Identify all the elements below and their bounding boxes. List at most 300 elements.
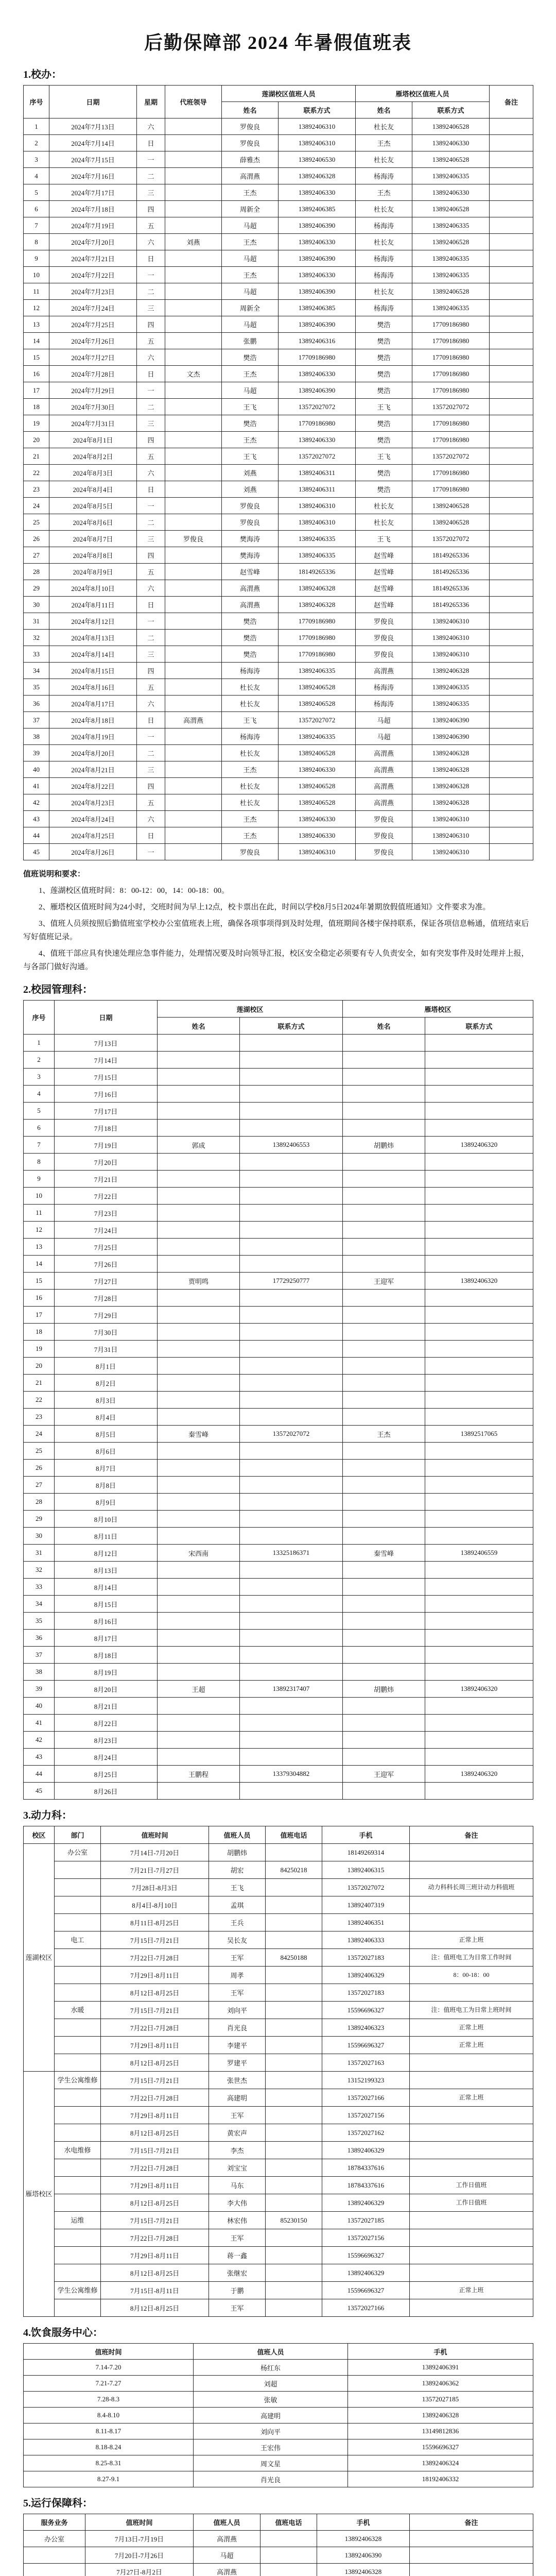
row-name: 刘燕 [222,465,279,481]
row-phone: 13892406391 [348,2360,533,2376]
row-weekday: 三 [137,415,165,432]
row-duty: 周孝 [209,1967,266,1984]
row-weekday: 日 [137,481,165,498]
row-date: 2024年8月8日 [49,547,137,564]
row-no: 31 [24,613,49,630]
row-name [343,1698,425,1715]
row-note [490,794,533,811]
row-phone: 13892406328 [279,597,356,613]
row-name: 高渭燕 [222,597,279,613]
row-date: 2024年8月19日 [49,728,137,745]
table-row [24,1914,533,1931]
row-phone: 13892406329 [322,2194,410,2212]
row-leader [165,597,222,613]
row-weekday: 三 [137,300,165,316]
row-note [490,745,533,761]
row-leader [165,448,222,465]
row-name: 杨海涛 [356,267,412,283]
row-leader [165,283,222,300]
row-name [343,1783,425,1800]
row-no: 7 [24,217,49,234]
row-no: 25 [24,514,49,531]
row-no: 11 [24,1205,55,1222]
row-date: 2024年8月24日 [49,811,137,827]
table-row [24,1375,533,1392]
row-phone: 18192406332 [348,2471,533,2487]
row-no: 45 [24,1783,55,1800]
row-phone [425,1732,533,1749]
row-phone [425,1239,533,1256]
row-weekday: 三 [137,531,165,547]
row-no: 41 [24,778,49,794]
row-phone [240,1256,343,1273]
row-phone [240,1494,343,1511]
row-duty: 高建明 [209,2089,266,2107]
row-name: 罗俊良 [356,827,412,844]
table-row [24,2159,533,2177]
row-weekday: 五 [137,794,165,811]
row-name: 王杰 [222,366,279,382]
row-note [410,1896,533,1914]
row-name [158,1392,240,1409]
row-phone: 13572027072 [412,531,490,547]
row-phone: 13572027072 [322,1879,410,1896]
row-phone: 13892406390 [279,316,356,333]
row-no: 29 [24,1511,55,1528]
table-row [24,2424,533,2439]
row-date: 2024年7月27日 [49,349,137,366]
row-name: 王鹏程 [158,1766,240,1783]
row-note: 正常上班 [410,2089,533,2107]
row-note: 正常上班 [410,1931,533,1949]
row-weekday: 三 [137,184,165,201]
row-name: 马超 [222,382,279,399]
col-phone: 联系方式 [240,1018,343,1035]
row-leader [165,250,222,267]
row-note [490,217,533,234]
row-name [343,1477,425,1494]
row-duty: 王飞 [209,1879,266,1896]
row-phone: 18149265336 [412,580,490,597]
row-phone: 13892406330 [279,234,356,250]
row-name: 樊浩 [222,349,279,366]
row-phone: 13892406390 [279,250,356,267]
table-row [24,1341,533,1358]
table-row [24,1324,533,1341]
row-campus: 雁塔校区 [24,2072,55,2317]
row-phone [425,1086,533,1103]
row-no: 5 [24,184,49,201]
row-no: 18 [24,1324,55,1341]
row-date: 2024年8月13日 [49,630,137,646]
row-phone: 13892406390 [279,283,356,300]
row-note [410,2531,533,2547]
row-name: 杜长友 [222,696,279,712]
row-tel [266,1896,322,1914]
table-row [24,827,533,844]
row-name: 马超 [222,250,279,267]
row-note: 注：值班电工为日常上班时间 [410,2002,533,2019]
row-dept [55,2247,101,2264]
row-weekday: 一 [137,613,165,630]
row-no: 17 [24,1307,55,1324]
row-no: 25 [24,1443,55,1460]
row-phone: 13892406362 [348,2376,533,2392]
row-no: 15 [24,1273,55,1290]
table-row [24,547,533,564]
row-note [410,2247,533,2264]
row-name: 高渭燕 [222,580,279,597]
row-time: 7月22日-7月28日 [101,2089,209,2107]
row-leader [165,465,222,481]
row-weekday: 日 [137,250,165,267]
row-phone: 13892406528 [412,151,490,168]
table-row [24,1984,533,2002]
row-phone: 13892406315 [322,1861,410,1879]
row-name [343,1239,425,1256]
row-leader: 文杰 [165,366,222,382]
row-dept: 电工 [55,1931,101,1949]
table-row [24,465,533,481]
row-date: 2024年8月7日 [49,531,137,547]
row-name [343,1375,425,1392]
row-name [158,1732,240,1749]
row-time: 7月22日-7月28日 [101,1949,209,1967]
table-row [24,2439,533,2455]
row-biz: 办公室 [24,2531,85,2547]
row-leader [165,300,222,316]
row-name: 罗俊良 [222,135,279,151]
row-name: 樊浩 [356,366,412,382]
row-no: 5 [24,1103,55,1120]
row-name: 樊浩 [356,333,412,349]
row-leader [165,794,222,811]
row-phone: 13572027185 [322,2212,410,2229]
row-date: 7月18日 [55,1120,158,1137]
row-date: 7月23日 [55,1205,158,1222]
row-phone: 18149265336 [412,564,490,580]
row-phone: 13892406329 [322,1967,410,1984]
row-tel [266,2282,322,2299]
row-time: 7月29日-8月11日 [101,1967,209,1984]
row-leader [165,580,222,597]
row-tel [266,1967,322,1984]
row-phone: 13152199323 [322,2072,410,2089]
row-note [410,2229,533,2247]
row-phone: 13892406330 [412,135,490,151]
row-phone: 13572027072 [412,448,490,465]
col-time: 值班时间 [101,1826,209,1844]
row-phone: 13892406528 [279,679,356,696]
row-date: 7月26日 [55,1256,158,1273]
row-name [158,1290,240,1307]
row-tel [266,1914,322,1931]
row-phone [240,1358,343,1375]
row-name [158,1375,240,1392]
row-dept [55,1914,101,1931]
row-note [490,316,533,333]
row-name [343,1596,425,1613]
row-no: 38 [24,1664,55,1681]
col-group-yanta: 雁塔校区 [343,1001,533,1018]
row-date: 2024年7月20日 [49,234,137,250]
row-phone: 18149269314 [322,1844,410,1861]
row-phone: 13892406335 [412,250,490,267]
row-phone [425,1477,533,1494]
table-row [24,1222,533,1239]
row-no: 45 [24,844,49,860]
row-date: 2024年8月3日 [49,465,137,481]
row-date: 8月3日 [55,1392,158,1409]
power-dept-rows [24,1844,533,2317]
row-date: 2024年7月21日 [49,250,137,267]
row-name: 郭成 [158,1137,240,1154]
row-duty: 林宏伟 [209,2212,266,2229]
row-leader [165,564,222,580]
row-name [158,1783,240,1800]
row-tel [266,2002,322,2019]
row-date: 7月15日 [55,1069,158,1086]
row-name: 高渭燕 [356,794,412,811]
row-name [343,1324,425,1341]
row-time: 7月22日-7月28日 [101,2159,209,2177]
row-duty: 刘超 [194,2376,348,2392]
row-phone: 13572027163 [322,2054,410,2072]
row-duty: 王宏伟 [194,2439,348,2455]
table-row [24,1086,533,1103]
row-phone: 13892406310 [279,135,356,151]
table-row [24,1562,533,1579]
row-time: 7月15日-7月21日 [101,1931,209,1949]
table-row [24,1647,533,1664]
table-row [24,2282,533,2299]
row-phone: 13892406528 [412,514,490,531]
row-phone: 13892406335 [412,217,490,234]
row-no: 19 [24,415,49,432]
row-name: 周新全 [222,300,279,316]
row-time: 7月15日-7月21日 [101,2002,209,2019]
row-name: 高渭燕 [356,745,412,761]
table-row [24,2229,533,2247]
row-name [158,1596,240,1613]
row-date: 7月28日 [55,1290,158,1307]
row-weekday: 一 [137,382,165,399]
row-name [343,1613,425,1630]
row-name [343,1052,425,1069]
table-row [24,1664,533,1681]
row-date: 2024年7月13日 [49,118,137,135]
row-note [410,2264,533,2282]
row-time: 7.28-8.3 [24,2392,194,2408]
table-row [24,2531,533,2547]
row-date: 7月22日 [55,1188,158,1205]
row-phone: 13892406328 [279,168,356,184]
row-name: 王杰 [222,234,279,250]
row-name: 杨海涛 [356,250,412,267]
row-no: 29 [24,580,49,597]
row-date: 2024年8月5日 [49,498,137,514]
row-note [490,283,533,300]
table-row [24,2019,533,2037]
row-date: 8月14日 [55,1579,158,1596]
row-name [343,1528,425,1545]
row-phone: 13892406335 [279,547,356,564]
table-row [24,2392,533,2408]
row-no: 44 [24,827,49,844]
row-dept: 水电维修 [55,2142,101,2159]
table-row [24,250,533,267]
row-phone: 17709186980 [279,415,356,432]
row-tel [266,1931,322,1949]
row-date: 2024年8月4日 [49,481,137,498]
table-row [24,1443,533,1460]
row-tel [266,1879,322,1896]
table-row [24,761,533,778]
col-duty: 值班人员 [209,1826,266,1844]
row-no: 19 [24,1341,55,1358]
row-name: 杜长友 [356,118,412,135]
row-phone: 13892406528 [412,283,490,300]
table-row [24,1188,533,1205]
row-no: 21 [24,448,49,465]
row-time: 8月4日-8月10日 [101,1896,209,1914]
row-phone [240,1698,343,1715]
row-phone [425,1120,533,1137]
row-duty: 肖光良 [194,2471,348,2487]
row-phone: 13892406333 [322,1931,410,1949]
row-phone: 13892406320 [425,1681,533,1698]
row-no: 15 [24,349,49,366]
row-name: 樊浩 [356,415,412,432]
row-name: 周新全 [222,201,279,217]
row-name: 樊浩 [222,613,279,630]
table-row [24,2177,533,2194]
table-row [24,2194,533,2212]
row-phone [240,1732,343,1749]
row-weekday: 日 [137,827,165,844]
row-date: 7月31日 [55,1341,158,1358]
row-no: 30 [24,597,49,613]
row-phone: 13892406528 [412,234,490,250]
row-note [490,349,533,366]
row-phone: 13892406328 [412,745,490,761]
row-phone [240,1035,343,1052]
table-row [24,745,533,761]
row-date: 8月17日 [55,1630,158,1647]
row-time: 8月12日-8月25日 [101,2124,209,2142]
row-phone: 13892406390 [412,728,490,745]
row-phone: 15596696327 [322,2037,410,2054]
row-weekday: 日 [137,135,165,151]
row-date: 2024年8月9日 [49,564,137,580]
row-date: 8月9日 [55,1494,158,1511]
row-date: 8月19日 [55,1664,158,1681]
table-row [24,2360,533,2376]
row-phone: 13892406528 [279,696,356,712]
row-phone: 13892406328 [317,2531,410,2547]
row-weekday: 四 [137,316,165,333]
row-name: 赵雪峰 [356,580,412,597]
row-no: 22 [24,1392,55,1409]
row-date: 7月19日 [55,1137,158,1154]
table-row [24,2212,533,2229]
row-note [490,415,533,432]
row-phone: 13892406335 [279,728,356,745]
row-phone [425,1443,533,1460]
row-phone [425,1630,533,1647]
row-leader [165,613,222,630]
col-duty: 值班人员 [194,2344,348,2360]
row-phone: 17709186980 [412,481,490,498]
row-dept: 运维 [55,2212,101,2229]
row-phone: 13572027183 [322,1949,410,1967]
row-name: 樊海涛 [222,547,279,564]
row-name: 王迎军 [343,1766,425,1783]
row-name [158,1052,240,1069]
row-weekday: 二 [137,745,165,761]
col-time: 值班时间 [85,2514,194,2531]
row-note [490,382,533,399]
row-tel [260,2531,317,2547]
row-phone: 17709186980 [412,382,490,399]
row-name [343,1103,425,1120]
row-name [158,1239,240,1256]
row-date: 2024年7月14日 [49,135,137,151]
row-phone [240,1307,343,1324]
row-no: 2 [24,135,49,151]
row-phone: 13892406310 [412,630,490,646]
row-phone: 13892406335 [412,679,490,696]
row-no: 32 [24,630,49,646]
row-date: 8月12日 [55,1545,158,1562]
row-name: 王迎军 [343,1273,425,1290]
row-leader [165,547,222,564]
table-row [24,283,533,300]
row-time: 8月12日-8月25日 [101,2054,209,2072]
row-no: 33 [24,646,49,663]
row-phone [425,1392,533,1409]
row-date: 8月26日 [55,1783,158,1800]
row-no: 8 [24,234,49,250]
col-date: 日期 [49,86,137,118]
row-phone [425,1511,533,1528]
table-row [24,1205,533,1222]
row-name: 罗俊良 [222,498,279,514]
table-row [24,1528,533,1545]
row-tel [266,2054,322,2072]
col-dept: 部门 [55,1826,101,1844]
row-no: 10 [24,267,49,283]
row-name: 胡鹏炜 [343,1681,425,1698]
row-duty: 李大伟 [209,2194,266,2212]
row-duty: 于鹏 [209,2282,266,2299]
campus-mgmt-table [23,1000,533,1800]
table-row [24,2107,533,2124]
row-phone: 13892406328 [412,794,490,811]
row-phone: 18149265336 [279,564,356,580]
row-tel [266,2264,322,2282]
row-note: 正常上班 [410,2019,533,2037]
row-date: 2024年8月1日 [49,432,137,448]
row-note [410,2547,533,2564]
row-name: 王飞 [356,531,412,547]
row-date: 8月8日 [55,1477,158,1494]
row-duty: 王军 [209,2107,266,2124]
row-name: 杨海涛 [356,217,412,234]
table-row [24,2471,533,2487]
row-date: 8月22日 [55,1715,158,1732]
row-phone: 13572027166 [322,2299,410,2317]
